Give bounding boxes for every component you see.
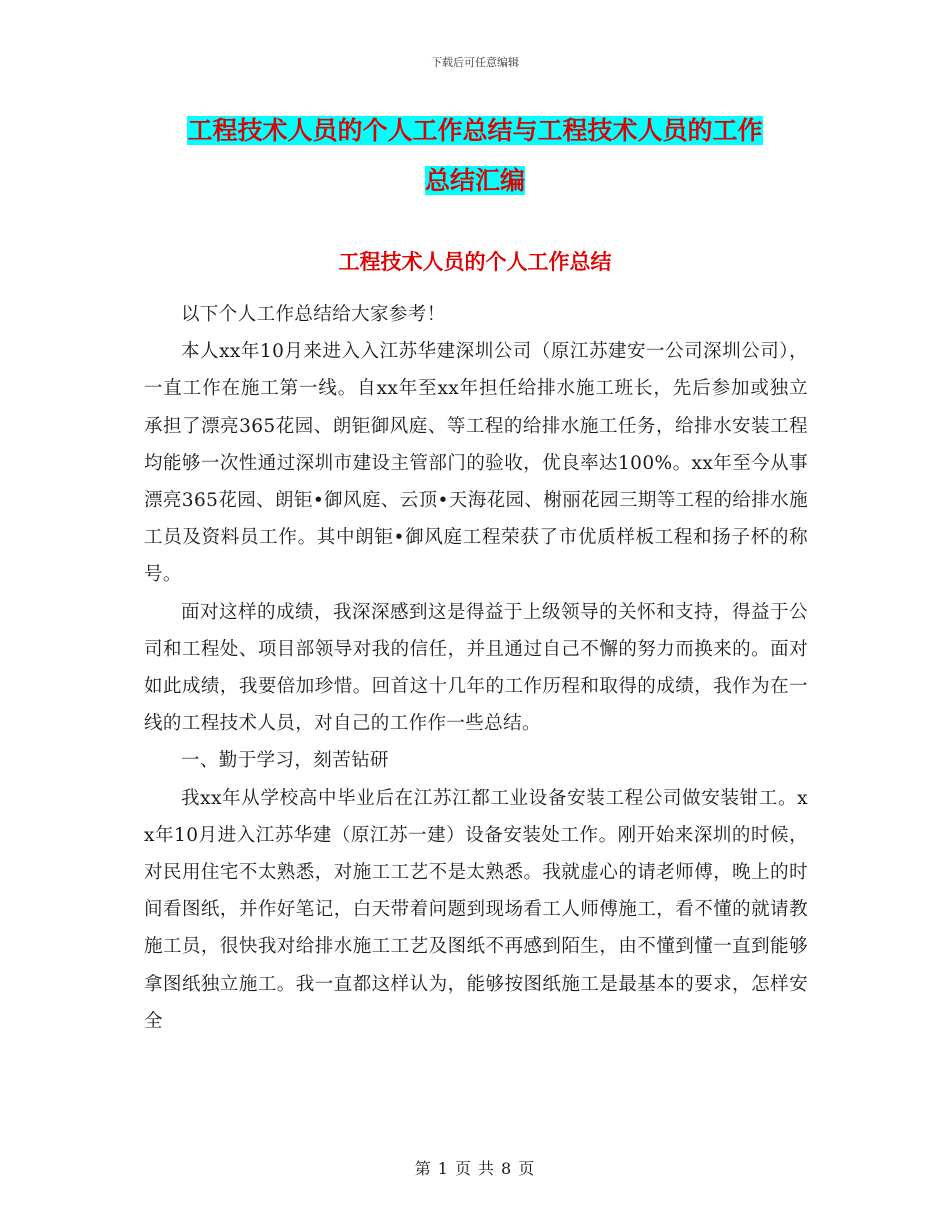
section-title: 工程技术人员的个人工作总结 xyxy=(338,249,612,274)
footer-total-pages: 8 xyxy=(501,1159,513,1178)
paragraph-background: 本人xx年10月来进入入江苏华建深圳公司（原江苏建安一公司深圳公司），一直工作在施工第一线。自xx年至xx年担任给排水施工班长，先后参加或独立承担了漂亮365花园、朗钜御风庭、等工程的给排水施工任务，给排水安装工程均能够一次性通过深圳市建设主管部门的验收，优良率达100%。xx年至今从事漂亮365花园、朗钜•御风庭、云顶•天海花园、榭丽花园三期等工程的给排水施工员及资料员工作。其中朗钜•御风庭工程荣获了市优质样板工程和扬子杯的称号。 xyxy=(144,341,808,586)
paragraph-intro: 以下个人工作总结给大家参考！ xyxy=(181,304,446,325)
footer-suffix: 页 xyxy=(518,1159,536,1178)
paragraph-achievements: 面对这样的成绩，我深深感到这是得益于上级领导的关怀和支持，得益于公司和工程处、项目部领导对我的信任，并且通过自己不懈的努力而换来的。面对如此成绩，我要倍加珍惜。回首这十几年的工作历程和取得的成绩，我作为在一线的工程技术人员，对自己的工作作一些总结。 xyxy=(144,601,808,735)
page-footer xyxy=(0,1156,950,1179)
subheading-study: 一、勤于学习，刻苦钻研 xyxy=(181,750,389,772)
document-title-line-2: 总结汇编 xyxy=(424,166,525,195)
document-body xyxy=(144,296,808,1040)
footer-prefix: 第 xyxy=(414,1159,432,1178)
document-title xyxy=(145,106,805,206)
document-title-line-1: 工程技术人员的个人工作总结与工程技术人员的工作 xyxy=(187,116,763,145)
footer-page-number: 1 xyxy=(437,1159,449,1178)
footer-mid: 页 共 xyxy=(454,1159,496,1178)
paragraph-study: 我xx年从学校高中毕业后在江苏江都工业设备安装工程公司做安装钳工。xx年10月进入江苏华建（原江苏一建）设备安装处工作。刚开始来深圳的时候，对民用住宅不太熟悉，对施工工艺不是太熟悉。我就虚心的请老师傅，晚上的时间看图纸，并作好笔记，白天带着问题到现场看工人师傅施工，看不懂的就请教施工员，很快我对给排水施工工艺及图纸不再感到陌生，由不懂到懂一直到能够拿图纸独立施工。我一直都这样认为，能够按图纸施工是最基本的要求，怎样安全 xyxy=(144,787,808,1032)
page-header-note: 下载后可任意编辑 xyxy=(431,56,519,69)
